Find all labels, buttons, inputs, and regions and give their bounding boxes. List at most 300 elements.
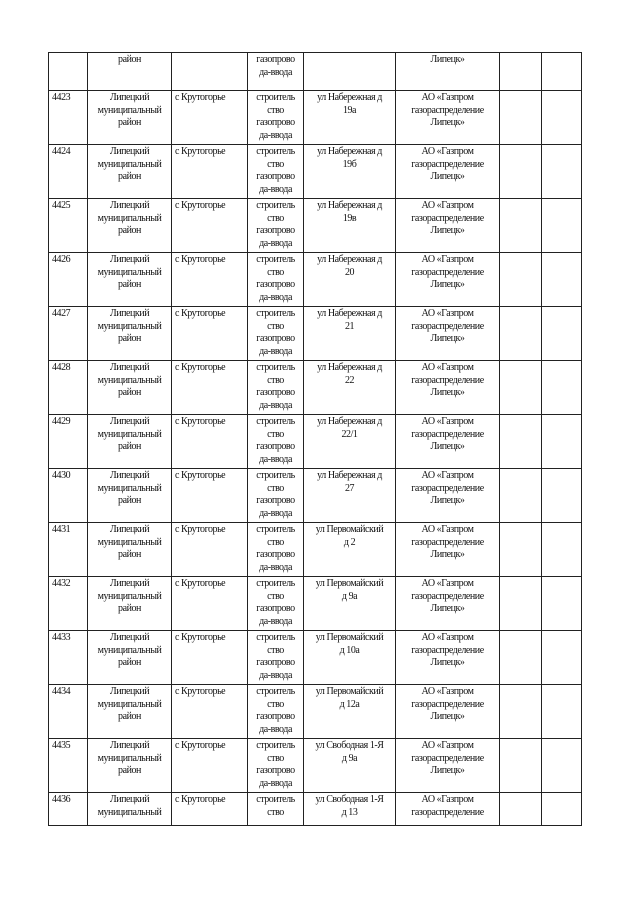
cell-work-type <box>248 253 304 307</box>
cell-address-line: ул Первомайский <box>315 578 384 589</box>
cell-work-type-line: ство <box>267 320 284 332</box>
cell-settlement <box>172 53 248 91</box>
cell-empty-column-8 <box>542 523 582 577</box>
cell-organization-line: АО «Газпром <box>421 416 474 427</box>
cell-organization-line: АО «Газпром <box>421 92 474 103</box>
cell-work-type-line: ство <box>267 374 284 386</box>
cell-organization-line: АО «Газпром <box>421 146 474 157</box>
table-row <box>49 253 582 307</box>
cell-work-type-line: ство <box>267 698 284 710</box>
cell-district-line: Липецкий <box>109 146 150 157</box>
cell-district-line: район <box>118 549 141 560</box>
cell-district-line: муниципальный <box>97 644 162 656</box>
cell-work-type-line: ство <box>267 104 284 116</box>
cell-address-line: ул Набережная д <box>317 470 382 481</box>
cell-district <box>88 415 172 469</box>
cell-organization-line: газораспределение <box>411 644 484 656</box>
cell-empty-column-8 <box>542 307 582 361</box>
cell-organization-line: АО «Газпром <box>421 524 474 535</box>
cell-district-line: Липецкий <box>109 308 150 319</box>
cell-district <box>88 739 172 793</box>
cell-organization-line: АО «Газпром <box>421 632 474 643</box>
table-row <box>49 739 582 793</box>
cell-organization-line: газораспределение <box>411 752 484 764</box>
cell-address <box>304 415 396 469</box>
cell-empty-column-8 <box>542 415 582 469</box>
table-row <box>49 793 582 826</box>
cell-organization-line: Липецк» <box>430 54 465 65</box>
cell-work-type-line: да-ввода <box>259 237 292 249</box>
cell-work-type <box>248 793 304 826</box>
cell-empty-column-7 <box>500 415 542 469</box>
cell-district-line: район <box>118 765 141 776</box>
cell-empty-column-8 <box>542 739 582 793</box>
cell-settlement-text: с Крутогорье <box>175 308 226 319</box>
cell-work-type-line: газопрово <box>256 495 295 506</box>
cell-work-type <box>248 469 304 523</box>
cell-district <box>88 469 172 523</box>
cell-address-line: ул Набережная д <box>317 254 382 265</box>
cell-record-number-text: 4432 <box>52 578 71 589</box>
cell-record-number-text: 4429 <box>52 416 71 427</box>
cell-organization-line: газораспределение <box>411 212 484 224</box>
cell-record-number <box>49 145 88 199</box>
cell-address <box>304 469 396 523</box>
cell-work-type-line: строитель <box>256 254 295 265</box>
cell-address <box>304 739 396 793</box>
cell-address <box>304 577 396 631</box>
cell-organization-line: газораспределение <box>411 158 484 170</box>
cell-district <box>88 577 172 631</box>
cell-district-line: район <box>118 657 141 668</box>
cell-address-line: ул Набережная д <box>317 308 382 319</box>
cell-organization-line: Липецк» <box>430 603 465 614</box>
cell-address-line: 22/1 <box>341 428 358 440</box>
cell-settlement <box>172 253 248 307</box>
cell-work-type-line: строитель <box>256 632 295 643</box>
cell-district-line: муниципальный <box>97 536 162 548</box>
cell-address-line: ул Первомайский <box>315 632 384 643</box>
cell-organization-line: Липецк» <box>430 225 465 236</box>
cell-settlement <box>172 577 248 631</box>
cell-work-type-line: газопрово <box>256 603 295 614</box>
cell-organization-line: Липецк» <box>430 117 465 128</box>
cell-organization-line: Липецк» <box>430 441 465 452</box>
cell-address-line: ул Первомайский <box>315 524 384 535</box>
cell-organization-line: Липецк» <box>430 657 465 668</box>
cell-record-number-text: 4423 <box>52 92 71 103</box>
cell-district-line: муниципальный <box>97 590 162 602</box>
cell-organization <box>396 253 500 307</box>
cell-record-number <box>49 361 88 415</box>
table-row <box>49 415 582 469</box>
cell-empty-column-8 <box>542 361 582 415</box>
cell-record-number <box>49 415 88 469</box>
cell-address <box>304 361 396 415</box>
cell-address <box>304 523 396 577</box>
cell-work-type-line: да-ввода <box>259 345 292 357</box>
cell-work-type-line: газопрово <box>256 54 295 65</box>
cell-organization <box>396 739 500 793</box>
cell-settlement <box>172 739 248 793</box>
cell-work-type-line: строитель <box>256 362 295 373</box>
cell-organization-line: АО «Газпром <box>421 794 474 805</box>
cell-district-line: муниципальный <box>97 374 162 386</box>
cell-work-type-line: ство <box>267 482 284 494</box>
cell-work-type-line: да-ввода <box>259 183 292 195</box>
cell-empty-column-7 <box>500 577 542 631</box>
cell-work-type-line: строитель <box>256 308 295 319</box>
cell-empty-column-7 <box>500 631 542 685</box>
cell-organization-line: Липецк» <box>430 495 465 506</box>
cell-address-line: 22 <box>344 374 355 386</box>
cell-address-line: д 9а <box>341 590 358 602</box>
cell-empty-column-7 <box>500 145 542 199</box>
cell-address <box>304 91 396 145</box>
cell-work-type-line: строитель <box>256 146 295 157</box>
cell-work-type-line: ство <box>267 536 284 548</box>
cell-work-type-line: ство <box>267 644 284 656</box>
cell-organization-line: газораспределение <box>411 806 484 818</box>
cell-work-type-line: газопрово <box>256 765 295 776</box>
cell-empty-column-7 <box>500 685 542 739</box>
cell-address-line: 21 <box>344 320 355 332</box>
cell-district <box>88 199 172 253</box>
cell-district-line: район <box>118 711 141 722</box>
cell-work-type-line: ство <box>267 752 284 764</box>
cell-district-line: Липецкий <box>109 578 150 589</box>
cell-district <box>88 145 172 199</box>
table-row <box>49 469 582 523</box>
table-row <box>49 53 582 91</box>
cell-organization <box>396 91 500 145</box>
cell-address-line: д 13 <box>341 806 358 818</box>
cell-organization-line: АО «Газпром <box>421 686 474 697</box>
cell-district-line: Липецкий <box>109 740 150 751</box>
cell-work-type-line: да-ввода <box>259 507 292 519</box>
cell-district-line: муниципальный <box>97 482 162 494</box>
cell-work-type-line: да-ввода <box>259 453 292 465</box>
cell-organization <box>396 53 500 91</box>
cell-empty-column-7 <box>500 523 542 577</box>
cell-organization-line: Липецк» <box>430 711 465 722</box>
cell-organization-line: Липецк» <box>430 549 465 560</box>
cell-work-type-line: газопрово <box>256 387 295 398</box>
cell-work-type-line: да-ввода <box>259 291 292 303</box>
cell-work-type-line: строитель <box>256 470 295 481</box>
cell-address-line: ул Первомайский <box>315 686 384 697</box>
cell-district-line: Липецкий <box>109 362 150 373</box>
cell-district <box>88 253 172 307</box>
cell-settlement <box>172 793 248 826</box>
cell-work-type <box>248 361 304 415</box>
cell-work-type-line: газопрово <box>256 279 295 290</box>
cell-settlement-text: с Крутогорье <box>175 362 226 373</box>
cell-work-type-line: газопрово <box>256 171 295 182</box>
cell-organization-line: газораспределение <box>411 266 484 278</box>
cell-work-type-line: да-ввода <box>259 669 292 681</box>
cell-empty-column-7 <box>500 199 542 253</box>
cell-work-type-line: строитель <box>256 200 295 211</box>
cell-record-number <box>49 307 88 361</box>
cell-work-type-line: да-ввода <box>259 777 292 789</box>
cell-settlement <box>172 91 248 145</box>
cell-empty-column-8 <box>542 685 582 739</box>
cell-record-number-text: 4434 <box>52 686 71 697</box>
cell-organization-line: Липецк» <box>430 279 465 290</box>
cell-organization-line: газораспределение <box>411 428 484 440</box>
cell-settlement <box>172 523 248 577</box>
cell-work-type <box>248 199 304 253</box>
cell-work-type-line: строитель <box>256 794 295 805</box>
registry-table <box>48 52 582 826</box>
cell-district <box>88 685 172 739</box>
cell-work-type-line: строитель <box>256 92 295 103</box>
cell-settlement-text: с Крутогорье <box>175 470 226 481</box>
cell-settlement-text: с Крутогорье <box>175 578 226 589</box>
cell-record-number <box>49 469 88 523</box>
table-row <box>49 523 582 577</box>
cell-organization-line: АО «Газпром <box>421 308 474 319</box>
cell-address-line: ул Набережная д <box>317 92 382 103</box>
cell-settlement-text: с Крутогорье <box>175 254 226 265</box>
cell-organization <box>396 361 500 415</box>
cell-organization <box>396 145 500 199</box>
cell-organization-line: Липецк» <box>430 171 465 182</box>
table-row <box>49 361 582 415</box>
cell-district-line: Липецкий <box>109 686 150 697</box>
cell-settlement <box>172 685 248 739</box>
cell-record-number-text: 4426 <box>52 254 71 265</box>
cell-address <box>304 199 396 253</box>
cell-settlement-text: с Крутогорье <box>175 632 226 643</box>
cell-record-number-text: 4428 <box>52 362 71 373</box>
cell-work-type <box>248 685 304 739</box>
cell-district-line: муниципальный <box>97 428 162 440</box>
cell-work-type-line: да-ввода <box>259 66 292 78</box>
cell-work-type-line: ство <box>267 212 284 224</box>
cell-empty-column-7 <box>500 253 542 307</box>
cell-address-line: д 2 <box>343 536 356 548</box>
cell-work-type <box>248 415 304 469</box>
cell-record-number-text: 4427 <box>52 308 71 319</box>
cell-work-type-line: ство <box>267 266 284 278</box>
cell-address-line: д 12а <box>339 698 360 710</box>
cell-address-line: 20 <box>344 266 355 278</box>
cell-empty-column-8 <box>542 145 582 199</box>
cell-district <box>88 631 172 685</box>
cell-record-number-text: 4435 <box>52 740 71 751</box>
cell-empty-column-7 <box>500 307 542 361</box>
cell-organization <box>396 793 500 826</box>
cell-district-line: район <box>118 495 141 506</box>
cell-address <box>304 53 396 91</box>
table-row <box>49 577 582 631</box>
cell-record-number-text: 4433 <box>52 632 71 643</box>
cell-record-number-text: 4424 <box>52 146 71 157</box>
cell-settlement-text: с Крутогорье <box>175 92 226 103</box>
cell-organization-line: Липецк» <box>430 387 465 398</box>
cell-organization-line: Липецк» <box>430 765 465 776</box>
cell-settlement <box>172 415 248 469</box>
cell-district-line: Липецкий <box>109 92 150 103</box>
cell-settlement-text: с Крутогорье <box>175 416 226 427</box>
cell-work-type <box>248 631 304 685</box>
table-row <box>49 91 582 145</box>
cell-empty-column-8 <box>542 253 582 307</box>
cell-work-type-line: строитель <box>256 578 295 589</box>
cell-work-type-line: строитель <box>256 416 295 427</box>
cell-work-type-line: газопрово <box>256 225 295 236</box>
cell-address-line: 19в <box>342 212 357 224</box>
cell-empty-column-8 <box>542 199 582 253</box>
cell-work-type <box>248 739 304 793</box>
cell-empty-column-8 <box>542 631 582 685</box>
cell-address-line: 27 <box>344 482 355 494</box>
cell-district-line: район <box>118 279 141 290</box>
cell-district-line: район <box>118 603 141 614</box>
cell-organization-line: газораспределение <box>411 104 484 116</box>
cell-district <box>88 91 172 145</box>
cell-address <box>304 145 396 199</box>
cell-district-line: муниципальный <box>97 806 162 818</box>
cell-empty-column-8 <box>542 469 582 523</box>
cell-district-line: муниципальный <box>97 212 162 224</box>
cell-organization-line: АО «Газпром <box>421 254 474 265</box>
cell-empty-column-8 <box>542 91 582 145</box>
cell-work-type-line: да-ввода <box>259 399 292 411</box>
cell-organization-line: газораспределение <box>411 536 484 548</box>
cell-record-number-text: 4431 <box>52 524 71 535</box>
cell-address <box>304 793 396 826</box>
cell-work-type <box>248 523 304 577</box>
cell-record-number <box>49 631 88 685</box>
cell-work-type-line: ство <box>267 428 284 440</box>
cell-address-line: д 9а <box>341 752 358 764</box>
cell-district-line: район <box>118 387 141 398</box>
cell-address-line: ул Набережная д <box>317 362 382 373</box>
cell-work-type-line: строитель <box>256 740 295 751</box>
cell-settlement <box>172 199 248 253</box>
cell-work-type-line: газопрово <box>256 549 295 560</box>
cell-district-line: Липецкий <box>109 632 150 643</box>
cell-settlement-text: с Крутогорье <box>175 200 226 211</box>
cell-work-type-line: да-ввода <box>259 129 292 141</box>
cell-record-number <box>49 199 88 253</box>
cell-work-type-line: газопрово <box>256 333 295 344</box>
cell-record-number <box>49 523 88 577</box>
cell-address <box>304 307 396 361</box>
cell-district-line: Липецкий <box>109 416 150 427</box>
cell-work-type <box>248 577 304 631</box>
cell-work-type-line: газопрово <box>256 657 295 668</box>
cell-organization-line: Липецк» <box>430 333 465 344</box>
cell-district <box>88 307 172 361</box>
cell-organization <box>396 577 500 631</box>
cell-organization-line: газораспределение <box>411 698 484 710</box>
cell-district <box>88 53 172 91</box>
cell-organization <box>396 415 500 469</box>
cell-record-number <box>49 53 88 91</box>
cell-district-line: район <box>118 171 141 182</box>
cell-work-type-line: ство <box>267 158 284 170</box>
cell-empty-column-8 <box>542 793 582 826</box>
cell-organization <box>396 199 500 253</box>
cell-empty-column-7 <box>500 53 542 91</box>
table-row <box>49 145 582 199</box>
cell-district-line: район <box>118 441 141 452</box>
cell-organization-line: АО «Газпром <box>421 578 474 589</box>
cell-work-type-line: ство <box>267 806 284 818</box>
cell-work-type-line: газопрово <box>256 117 295 128</box>
cell-work-type-line: да-ввода <box>259 561 292 573</box>
cell-district-line: муниципальный <box>97 752 162 764</box>
cell-settlement-text: с Крутогорье <box>175 524 226 535</box>
cell-empty-column-7 <box>500 91 542 145</box>
cell-record-number <box>49 793 88 826</box>
cell-district <box>88 793 172 826</box>
cell-empty-column-7 <box>500 469 542 523</box>
cell-organization-line: АО «Газпром <box>421 362 474 373</box>
table-row <box>49 685 582 739</box>
cell-organization <box>396 307 500 361</box>
cell-work-type-line: ство <box>267 590 284 602</box>
cell-work-type-line: строитель <box>256 524 295 535</box>
table-row <box>49 307 582 361</box>
cell-organization <box>396 631 500 685</box>
cell-district-line: район <box>118 225 141 236</box>
cell-empty-column-7 <box>500 361 542 415</box>
cell-work-type-line: газопрово <box>256 441 295 452</box>
cell-organization-line: газораспределение <box>411 320 484 332</box>
cell-record-number <box>49 577 88 631</box>
cell-record-number-text: 4436 <box>52 794 71 805</box>
cell-organization-line: АО «Газпром <box>421 740 474 751</box>
cell-settlement-text: с Крутогорье <box>175 146 226 157</box>
cell-settlement-text: с Крутогорье <box>175 740 226 751</box>
cell-work-type <box>248 53 304 91</box>
cell-work-type-line: строитель <box>256 686 295 697</box>
cell-organization <box>396 523 500 577</box>
cell-address-line: ул Свободная 1-Я <box>315 740 384 751</box>
cell-empty-column-8 <box>542 53 582 91</box>
cell-work-type <box>248 307 304 361</box>
registry-table-body <box>49 53 582 826</box>
cell-district <box>88 523 172 577</box>
cell-settlement <box>172 145 248 199</box>
cell-settlement <box>172 631 248 685</box>
cell-district-line: муниципальный <box>97 698 162 710</box>
cell-address-line: ул Набережная д <box>317 146 382 157</box>
cell-organization-line: газораспределение <box>411 590 484 602</box>
cell-settlement <box>172 307 248 361</box>
cell-district-line: Липецкий <box>109 794 150 805</box>
cell-address <box>304 685 396 739</box>
cell-empty-column-7 <box>500 793 542 826</box>
cell-address <box>304 253 396 307</box>
cell-organization-line: газораспределение <box>411 482 484 494</box>
cell-address-line: 19б <box>342 158 357 170</box>
cell-empty-column-8 <box>542 577 582 631</box>
cell-district <box>88 361 172 415</box>
cell-district-line: Липецкий <box>109 524 150 535</box>
cell-settlement-text: с Крутогорье <box>175 794 226 805</box>
cell-work-type <box>248 145 304 199</box>
cell-address-line: д 10а <box>339 644 360 656</box>
cell-organization-line: АО «Газпром <box>421 200 474 211</box>
cell-address <box>304 631 396 685</box>
cell-address-line: ул Набережная д <box>317 416 382 427</box>
